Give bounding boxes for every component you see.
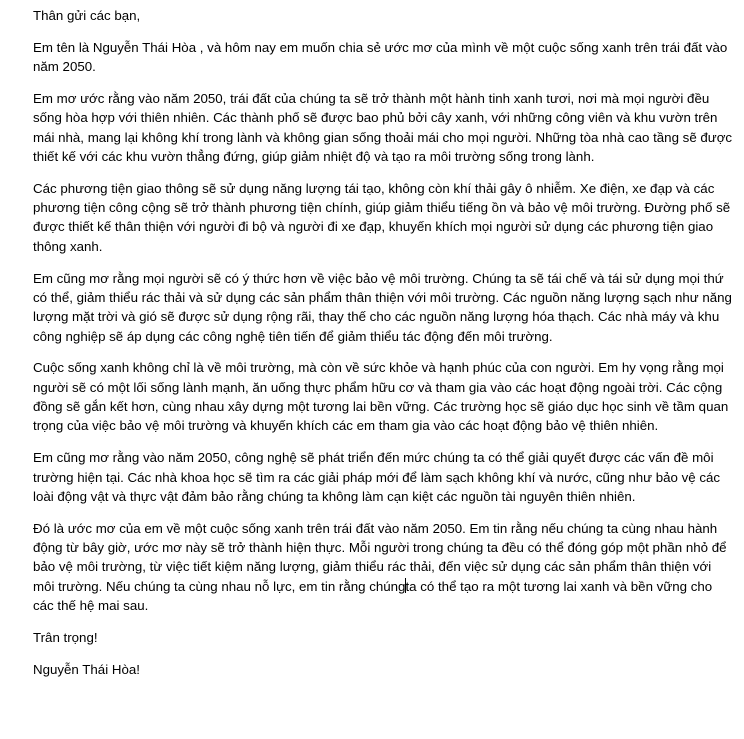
paragraph-conclusion-text-end: ta có thể tạo ra một tương lai xanh và bền vững cho các thế hệ mai sau. — [33, 578, 713, 613]
paragraph-green-planet: Em mơ ước rằng vào năm 2050, trái đất của chúng ta sẽ trở thành một hành tinh xanh tươi, nơi mà mọi người đều sống hòa hợp với thiên nhiên. Các thành phố sẽ được bao phủ bởi cây xanh, với những công viên và khu vườn trên mái nhà, mang lại không khí trong lành và không gian sống thoải mái cho mọi người. Những tòa nhà cao tầng sẽ được thiết kế với các khu vườn thẳng đứng, giúp giảm nhiệt độ và tạo ra môi trường sống trong lành. — [33, 91, 733, 164]
paragraph-introduction: Em tên là Nguyễn Thái Hòa , và hôm nay em muốn chia sẻ ước mơ của mình về một cuộc sống xanh trên trái đất vào năm 2050. — [33, 39, 728, 75]
paragraph-environment-awareness: Em cũng mơ rằng mọi người sẽ có ý thức hơn về việc bảo vệ môi trường. Chúng ta sẽ tái chế và tái sử dụng mọi thứ có thể, giảm thiểu rác thải và sử dụng các sản phẩm thân thiện với môi trường. Các nguồn năng lượng sạch như năng lượng mặt trời và gió sẽ được sử dụng rộng rãi, thay thế cho các nguồn năng lượng hóa thạch. Các nhà máy và khu công nghiệp sẽ áp dụng các công nghệ tiên tiến để giảm thiểu tác động đến môi trường. — [33, 270, 732, 344]
signature: Nguyễn Thái Hòa! — [33, 661, 140, 677]
paragraph-transportation: Các phương tiện giao thông sẽ sử dụng năng lượng tái tạo, không còn khí thải gây ô nhiễm. Xe điện, xe đạp và các phương tiện công cộng sẽ trở thành phương tiện chính, giúp giảm thiểu tiếng ồn và bảo vệ môi trường. Đường phố sẽ được thiết kế thân thiện với người đi bộ và người đi xe đạp, khuyến khích mọi người sử dụng các phương tiện giao thông xanh. — [33, 180, 731, 254]
paragraph-health-happiness: Cuộc sống xanh không chỉ là về môi trường, mà còn về sức khỏe và hạnh phúc của con người. Em hy vọng rằng mọi người sẽ có một lối sống lành mạnh, ăn uống thực phẩm hữu cơ và tham gia vào các hoạt động ngoài trời. Các cộng đồng sẽ gắn kết hơn, cùng nhau xây dựng một tương lai bền vững. Các trường học sẽ giáo dục học sinh về tầm quan trọng của việc bảo vệ môi trường và khuyến khích các em tham gia vào các hoạt động bảo vệ thiên nhiên. — [33, 360, 729, 434]
paragraph-conclusion-text-start: Đó là ước mơ của em về một cuộc sống xanh trên trái đất vào năm 2050. Em tin rằng nếu chúng ta cùng nhau hành động từ bây giờ, ước mơ này sẽ trở thành hiện thực. Mỗi người trong chúng ta đều có thể đóng góp một phần nhỏ để bảo vệ môi trường, từ việc tiết kiệm năng lượng, giảm thiểu rác thải, đến việc sử dụng các sản phẩm thân thiện với môi trường. Nếu chúng ta cùng nhau nỗ lực, em tin rằng chúng — [33, 520, 727, 594]
closing: Trân trọng! — [33, 629, 98, 645]
greeting: Thân gửi các bạn, — [33, 8, 141, 23]
paragraph-technology: Em cũng mơ rằng vào năm 2050, công nghệ sẽ phát triển đến mức chúng ta có thể giải quyết được các vấn đề môi trường hiện tại. Các nhà khoa học sẽ tìm ra các giải pháp mới để làm sạch không khí và nước, cũng như bảo vệ các loài động vật và thực vật đảm bảo rằng chúng ta không làm cạn kiệt các nguồn tài nguyên thiên nhiên. — [33, 450, 721, 504]
paragraph-conclusion — [33, 519, 734, 615]
